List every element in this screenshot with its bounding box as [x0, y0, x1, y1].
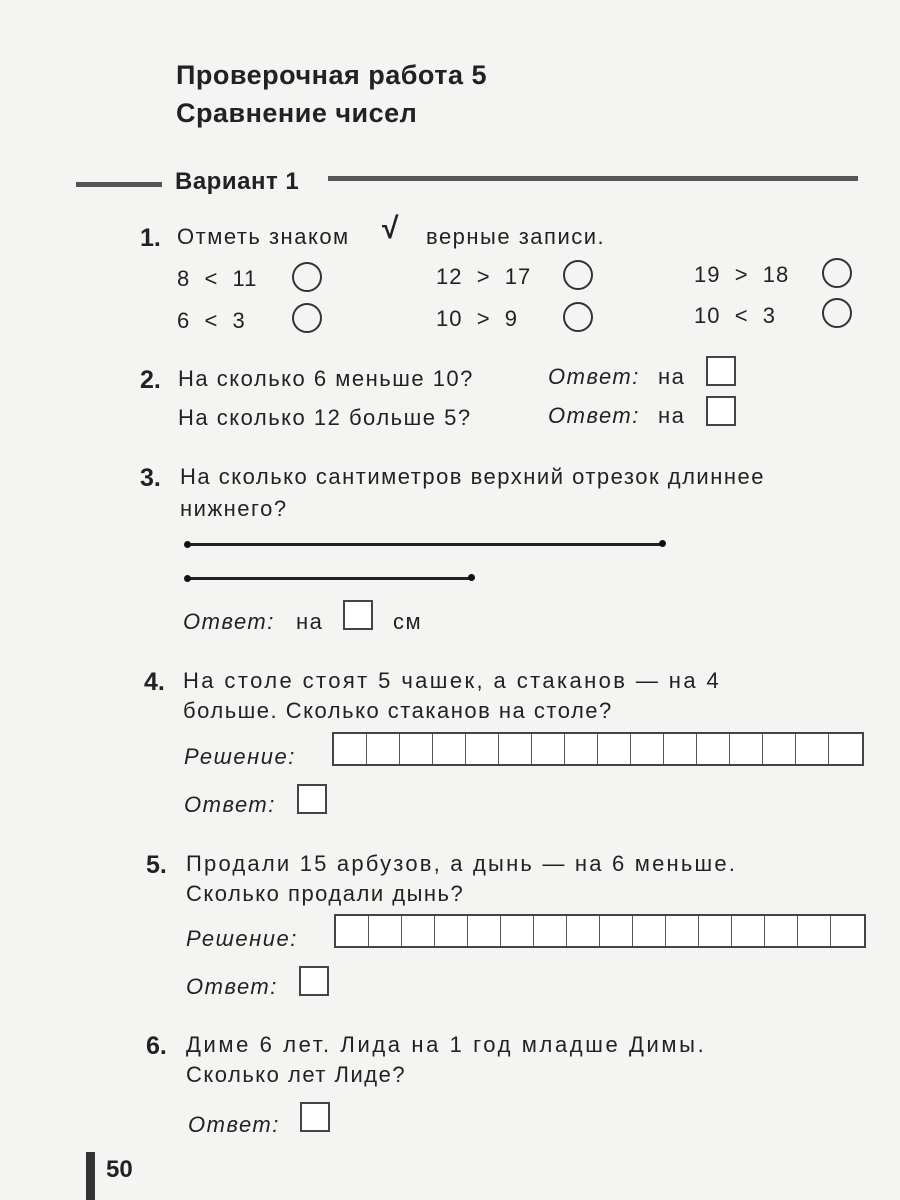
question-number: 4.	[144, 668, 165, 696]
question-text: На столе стоят 5 чашек, а стаканов — на 4	[183, 668, 722, 693]
answer-circle[interactable]	[822, 258, 852, 288]
answer-prefix: на	[658, 364, 686, 389]
question-text: Продали 15 арбузов, а дынь — на 6 меньше.	[186, 851, 738, 876]
comparison-expression: 8 < 11	[177, 266, 258, 291]
question-text: На сколько 12 больше 5?	[178, 405, 472, 430]
question-text: На сколько 6 меньше 10?	[178, 366, 474, 391]
variant-label: Вариант 1	[175, 168, 300, 195]
question-text: На сколько сантиметров верхний отрезок длиннее	[180, 464, 765, 489]
answer-circle[interactable]	[292, 303, 322, 333]
solution-grid[interactable]	[332, 732, 864, 766]
answer-circle[interactable]	[563, 302, 593, 332]
segment-endpoint	[184, 541, 191, 548]
answer-circle[interactable]	[563, 260, 593, 290]
question-number: 5.	[146, 851, 167, 879]
upper-segment	[188, 543, 662, 546]
answer-box[interactable]	[706, 356, 736, 386]
segment-endpoint	[184, 575, 191, 582]
answer-prefix: на	[296, 609, 324, 634]
answer-box[interactable]	[706, 396, 736, 426]
answer-unit: см	[393, 609, 423, 634]
question-number: 1.	[140, 224, 161, 252]
answer-box[interactable]	[297, 784, 327, 814]
variant-rule-right	[328, 176, 858, 181]
question-text: Диме 6 лет. Лида на 1 год младше Димы.	[186, 1032, 707, 1057]
answer-label: Ответ:	[183, 609, 275, 634]
solution-label: Решение:	[184, 744, 296, 769]
question-text: Сколько продали дынь?	[186, 881, 465, 906]
worksheet-subtitle: Сравнение чисел	[176, 98, 418, 128]
worksheet-title: Проверочная работа 5	[176, 60, 487, 90]
comparison-expression: 10 < 3	[694, 303, 777, 328]
comparison-expression: 10 > 9	[436, 306, 519, 331]
variant-rule-left	[76, 182, 162, 187]
segment-endpoint	[468, 574, 475, 581]
question-number: 3.	[140, 464, 161, 492]
solution-grid[interactable]	[334, 914, 866, 948]
comparison-expression: 12 > 17	[436, 264, 532, 289]
question-text: Отметь знаком	[177, 224, 350, 249]
question-text: нижнего?	[180, 496, 288, 521]
solution-label: Решение:	[186, 926, 298, 951]
check-mark-icon: √	[382, 212, 399, 245]
answer-label: Ответ:	[186, 974, 278, 999]
answer-label: Ответ:	[548, 364, 640, 389]
lower-segment	[188, 577, 471, 580]
question-text: верные записи.	[426, 224, 606, 249]
answer-label: Ответ:	[188, 1112, 280, 1137]
answer-box[interactable]	[300, 1102, 330, 1132]
question-text: Сколько лет Лиде?	[186, 1062, 407, 1087]
segment-endpoint	[659, 540, 666, 547]
page-number: 50	[106, 1156, 133, 1183]
answer-circle[interactable]	[292, 262, 322, 292]
answer-prefix: на	[658, 403, 686, 428]
answer-box[interactable]	[299, 966, 329, 996]
question-number: 2.	[140, 366, 161, 394]
question-number: 6.	[146, 1032, 167, 1060]
comparison-expression: 6 < 3	[177, 308, 246, 333]
answer-label: Ответ:	[548, 403, 640, 428]
page-number-bar	[86, 1152, 95, 1200]
comparison-expression: 19 > 18	[694, 262, 790, 287]
question-text: больше. Сколько стаканов на столе?	[183, 698, 613, 723]
answer-label: Ответ:	[184, 792, 276, 817]
answer-circle[interactable]	[822, 298, 852, 328]
answer-box[interactable]	[343, 600, 373, 630]
